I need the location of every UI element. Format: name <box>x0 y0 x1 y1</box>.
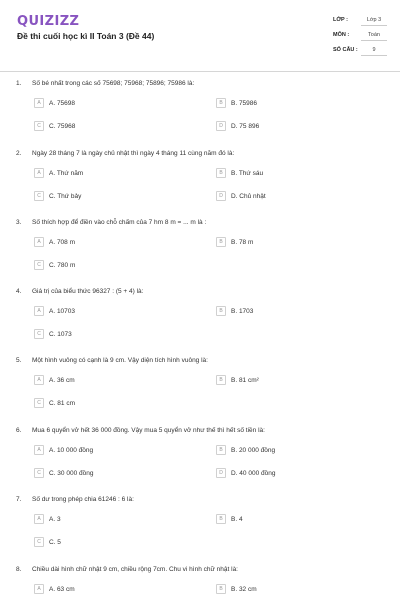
option-letter-box: A <box>34 237 44 247</box>
option-letter-box: A <box>34 306 44 316</box>
answer-option-d[interactable] <box>216 468 275 478</box>
option-letter-box: A <box>34 98 44 108</box>
question-number: 3. <box>16 219 22 226</box>
answer-option-c[interactable] <box>34 398 75 408</box>
answer-option-a[interactable] <box>34 375 75 385</box>
option-letter-box: B <box>216 375 226 385</box>
answer-option-c[interactable] <box>34 468 93 478</box>
option-text: A. 10703 <box>49 307 76 315</box>
question-number: 2. <box>16 150 22 157</box>
question-text: Một hình vuông có cạnh là 9 cm. Vậy diện tích hình vuông là: <box>32 357 208 364</box>
option-text: A. 63 cm <box>49 585 75 593</box>
option-text: D. 40 000 đồng <box>231 469 276 477</box>
option-text: C. Thứ bảy <box>49 192 82 200</box>
option-letter-box: B <box>216 98 226 108</box>
option-text: D. 75 896 <box>231 122 260 130</box>
option-letter-box: D <box>216 121 226 131</box>
answer-option-b[interactable] <box>216 514 243 524</box>
answer-option-a[interactable] <box>34 168 83 178</box>
option-letter-box: C <box>34 537 44 547</box>
answer-option-c[interactable] <box>34 537 61 547</box>
answer-option-d[interactable] <box>216 121 259 131</box>
question-text: Số bé nhất trong các số 75698; 75968; 75896; 75986 là: <box>32 80 195 87</box>
answer-option-c[interactable] <box>34 191 81 201</box>
option-text: B. Thứ sáu <box>231 169 264 177</box>
meta-label-class: LỚP : <box>333 17 348 23</box>
option-letter-box: A <box>34 514 44 524</box>
option-text: C. 1073 <box>49 330 72 338</box>
option-letter-box: B <box>216 168 226 178</box>
option-letter-box: A <box>34 445 44 455</box>
option-text: B. 32 cm <box>231 585 257 593</box>
meta-label-question-count: SỐ CÂU : <box>333 47 358 53</box>
option-letter-box: B <box>216 237 226 247</box>
answer-option-c[interactable] <box>34 121 75 131</box>
question-number: 6. <box>16 427 22 434</box>
option-letter-box: D <box>216 191 226 201</box>
answer-option-b[interactable] <box>216 584 257 594</box>
question-text: Số dư trong phép chia 61246 : 6 là: <box>32 496 134 503</box>
meta-label-subject: MÔN : <box>333 32 350 38</box>
answer-option-b[interactable] <box>216 98 257 108</box>
option-letter-box: C <box>34 191 44 201</box>
worksheet-header <box>0 0 400 68</box>
option-letter-box: C <box>34 398 44 408</box>
option-letter-box: C <box>34 121 44 131</box>
answer-option-c[interactable] <box>34 329 72 339</box>
option-text: B. 1703 <box>231 307 254 315</box>
question-number: 7. <box>16 496 22 503</box>
option-letter-box: C <box>34 260 44 270</box>
option-text: C. 81 cm <box>49 399 76 407</box>
question-text: Chiều dài hình chữ nhật 9 cm, chiều rộng 7cm. Chu vi hình chữ nhật là: <box>32 566 238 573</box>
option-text: A. 10 000 đồng <box>49 446 94 454</box>
option-text: C. 75968 <box>49 122 76 130</box>
question-number: 8. <box>16 566 22 573</box>
answer-option-a[interactable] <box>34 237 75 247</box>
option-letter-box: A <box>34 168 44 178</box>
option-letter-box: A <box>34 375 44 385</box>
question-number: 5. <box>16 357 22 364</box>
answer-option-a[interactable] <box>34 514 61 524</box>
option-letter-box: A <box>34 584 44 594</box>
option-text: B. 75986 <box>231 99 258 107</box>
option-letter-box: C <box>34 468 44 478</box>
option-text: B. 78 m <box>231 238 254 246</box>
answer-option-a[interactable] <box>34 584 75 594</box>
option-text: B. 4 <box>231 515 243 523</box>
option-letter-box: C <box>34 329 44 339</box>
option-text: A. 75698 <box>49 99 76 107</box>
quizizz-logo: QUIZIZZ <box>17 14 80 29</box>
header-divider <box>0 71 400 72</box>
option-text: A. 708 m <box>49 238 76 246</box>
answer-option-d[interactable] <box>216 191 266 201</box>
answer-option-c[interactable] <box>34 260 75 270</box>
option-letter-box: B <box>216 445 226 455</box>
option-text: A. 3 <box>49 515 61 523</box>
answer-option-b[interactable] <box>216 445 275 455</box>
meta-value-class: Lớp 3 <box>361 17 387 26</box>
meta-value-subject: Toán <box>361 32 387 41</box>
option-text: A. 36 cm <box>49 376 75 384</box>
answer-option-a[interactable] <box>34 98 75 108</box>
option-letter-box: B <box>216 584 226 594</box>
question-text: Giá trị của biểu thức 96327 : (5 + 4) là: <box>32 288 144 295</box>
option-text: C. 5 <box>49 538 61 546</box>
question-text: Số thích hợp để điền vào chỗ chấm của 7 hm 8 m = ... m là : <box>32 219 207 226</box>
answer-option-b[interactable] <box>216 168 263 178</box>
option-text: C. 30 000 đồng <box>49 469 94 477</box>
option-text: D. Chủ nhật <box>231 192 266 200</box>
option-letter-box: D <box>216 468 226 478</box>
option-letter-box: B <box>216 306 226 316</box>
option-text: A. Thứ năm <box>49 169 84 177</box>
question-number: 4. <box>16 288 22 295</box>
option-text: B. 20 000 đồng <box>231 446 276 454</box>
answer-option-b[interactable] <box>216 375 259 385</box>
question-number: 1. <box>16 80 22 87</box>
answer-option-a[interactable] <box>34 445 93 455</box>
exam-title: Đề thi cuối học kì II Toán 3 (Đề 44) <box>17 31 155 41</box>
question-text: Ngày 28 tháng 7 là ngày chủ nhật thì ngày 4 tháng 11 cùng năm đó là: <box>32 150 235 157</box>
answer-option-b[interactable] <box>216 306 253 316</box>
answer-option-a[interactable] <box>34 306 75 316</box>
meta-value-question-count: 9 <box>361 47 387 56</box>
option-text: C. 780 m <box>49 261 76 269</box>
question-text: Mua 6 quyển vở hết 36 000 đồng. Vậy mua 5 quyển vở như thế thì hết số tiền là: <box>32 427 265 434</box>
option-text: B. 81 cm² <box>231 376 259 384</box>
option-letter-box: B <box>216 514 226 524</box>
answer-option-b[interactable] <box>216 237 253 247</box>
